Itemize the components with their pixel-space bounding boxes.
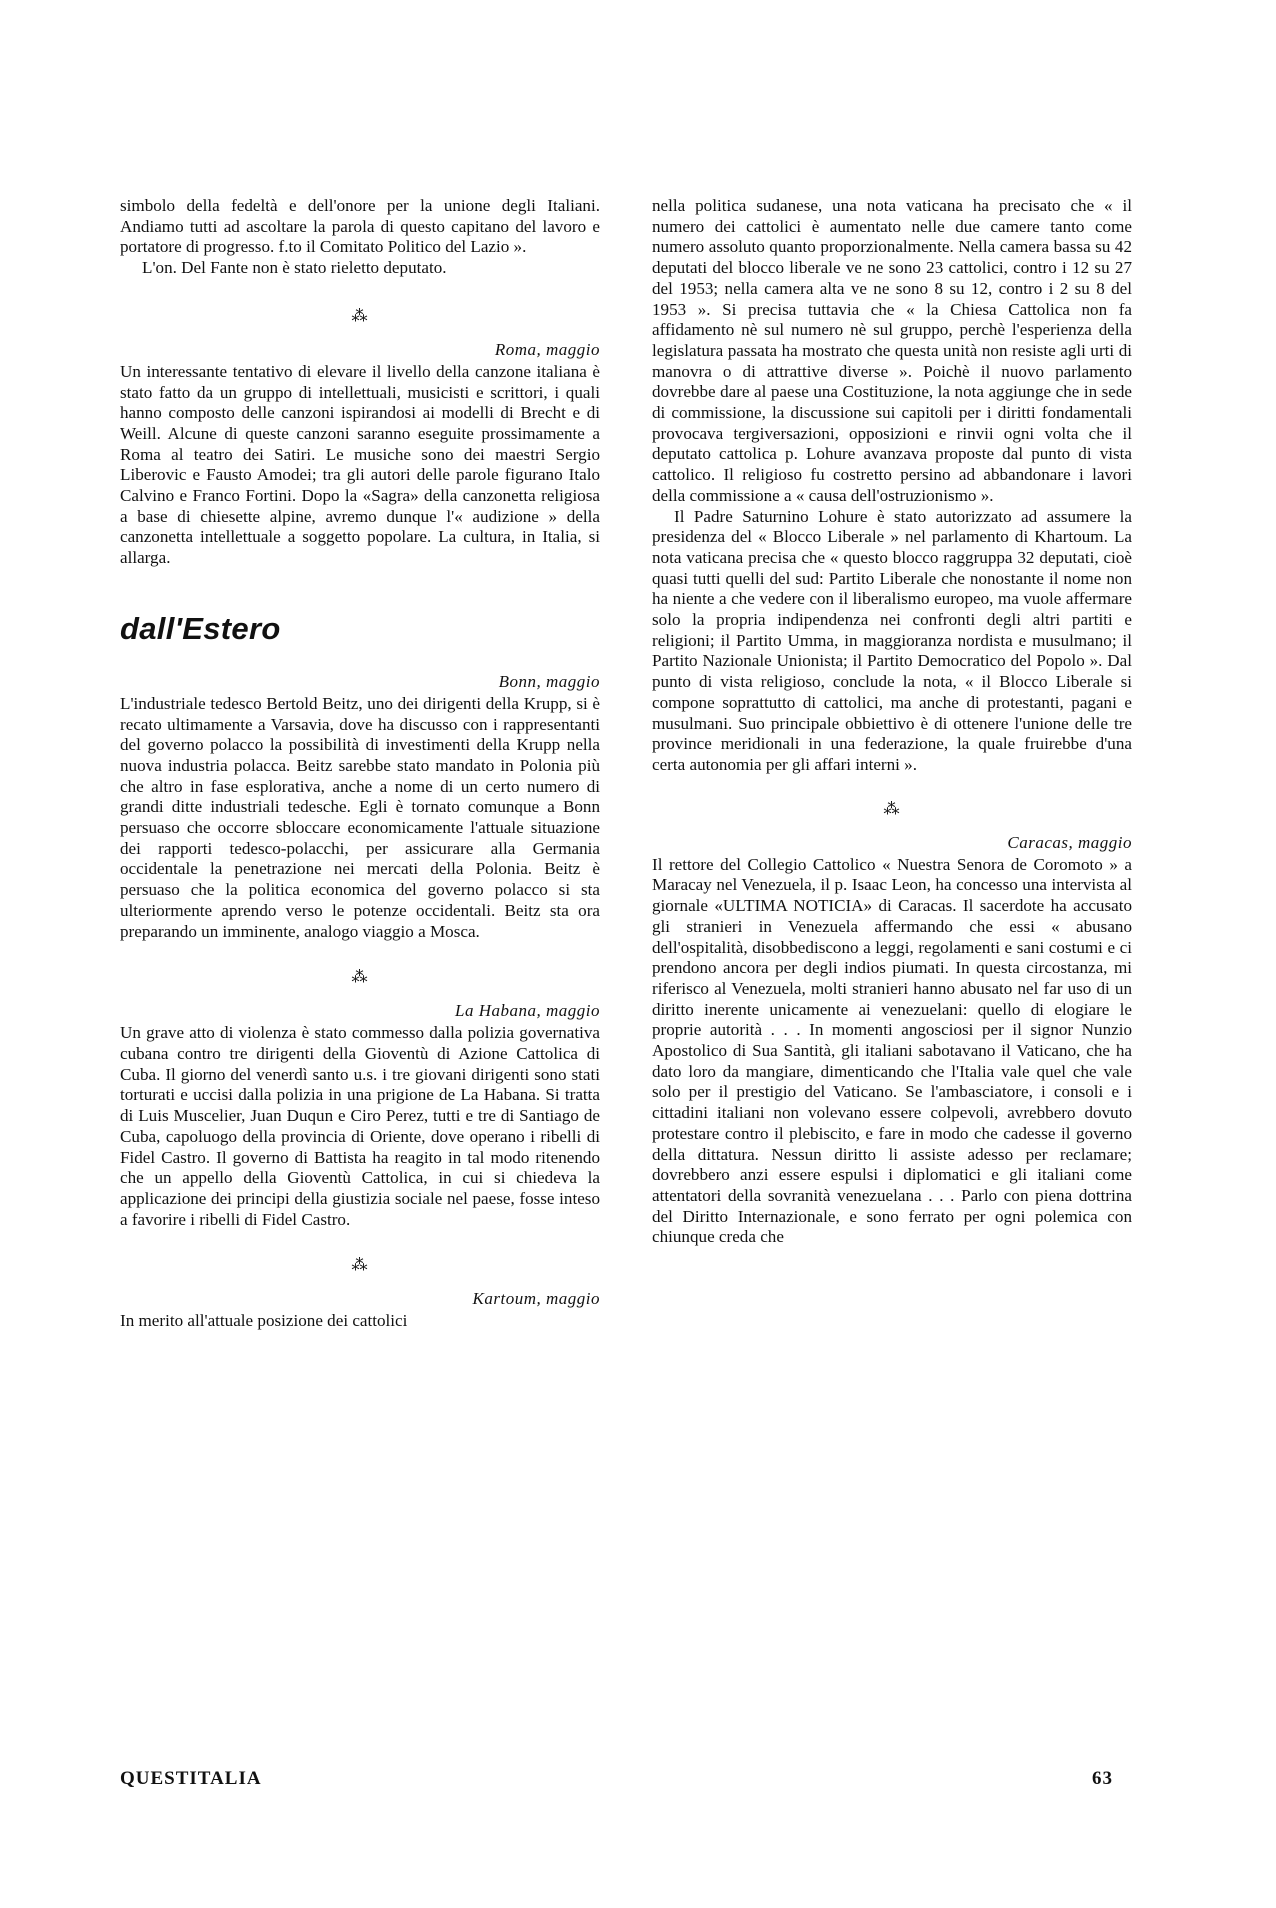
article-paragraph-bonn: L'industriale tedesco Bertold Beitz, uno dei dirigenti della Krupp, si è recato ultimamente a Varsavia, dove ha discusso con i rappresentanti del governo polacco la possibilità di investimenti della Krupp nella nuova industria polacca. Beitz sarebbe stato mandato in Polonia più che altro in fase esplorativa, anche a nome di un certo numero di grandi ditte industriali tedesche. Egli è tornato comunque a Bonn persuaso che occorre sbloccare economicamente l'attuale situazione dei rapporti tedesco-polacchi, per assicurare alla Germania occidentale la penetrazione nei mercati della Polonia. Beitz è persuaso che la politica economica del governo polacco si sta ulteriormente aprendo verso le potenze occidentali. Beitz sta ora preparando un imminente, analogo viaggio a Mosca. bbox=[120, 693, 600, 941]
article-paragraph: simbolo della fedeltà e dell'onore per la unione degli Italiani. Andiamo tutti ad ascoltare la parola di questo capitano del lavoro e portatore di progresso. f.to il Comitato Politico del Lazio ». bbox=[120, 196, 600, 257]
section-ornament: ⁂ bbox=[351, 969, 369, 987]
dateline-bonn: Bonn, maggio bbox=[498, 671, 600, 691]
article-paragraph: L'on. Del Fante non è stato rieletto deputato. bbox=[142, 258, 447, 278]
left-column bbox=[120, 196, 600, 1332]
section-ornament: ⁂ bbox=[351, 1257, 369, 1275]
article-paragraph-roma: Un interessante tentativo di elevare il livello della canzone italiana è stato fatto da un gruppo di intellettuali, musicisti e scrittori, i quali hanno composto delle canzoni ispirandosi ai modelli di Brecht e di Weill. Alcune di queste canzoni saranno eseguite prossimamente a Roma al teatro dei Satiri. Le musiche sono dei maestri Sergio Liberovic e Fausto Amodei; tra gli autori delle parole figurano Italo Calvino e Franco Fortini. Dopo la «Sagra» della canzonetta religiosa a base di chiesette alpine, avremo dunque l'« audizione » della canzonetta intellettuale a soggetto popolare. La cultura, in Italia, si allarga. bbox=[120, 361, 600, 568]
article-paragraph-lohure: Il Padre Saturnino Lohure è stato autorizzato ad assumere la presidenza del « Blocco Liberale » nel parlamento di Khartoum. La nota vaticana precisa che « questo blocco raggruppa 32 deputati, cioè quasi tutti quelli del sud: Partito Liberale che nonostante il nome non ha niente a che vedere con il liberalismo europeo, ma vuole affermare solo la propria indipendenza nei confronti degli altri partiti e religioni; il Partito Umma, in maggioranza nordista e musulmano; il Partito Nazionale Unionista; il Partito Democratico del Popolo ». Dal punto di vista religioso, conclude la nota, « il Blocco Liberale si compone soprattutto di cattolici, ma anche di protestanti, pagani e musulmani. Suo principale obbiettivo è di ottenere l'unione delle tre province meridionali in una federazione, la quale fruirebbe d'una certa autonomia per gli affari interni ». bbox=[652, 506, 1132, 774]
section-ornament: ⁂ bbox=[351, 307, 369, 325]
article-paragraph-kartoum: In merito all'attuale posizione dei cattolici bbox=[120, 1311, 408, 1331]
article-paragraph-kartoum-cont: nella politica sudanese, una nota vaticana ha precisato che « il numero dei cattolici è aumentato nelle due camere tanto come numero assoluto quanto proporzionalmente. Nella camera bassa su 42 deputati del blocco liberale ve ne sono 23 cattolici, contro i 12 su 27 del 1953; nella camera alta ve ne sono 8 su 12, contro i 2 su 8 del 1953 ». Si precisa tuttavia che « la Chiesa Cattolica non fa affidamento nè sul numero nè sul gruppo, perchè l'esperienza della legislatura passata ha mostrato che questa unità non resiste agli urti di manovra o di attrattive diverse ». Poichè il nuovo parlamento dovrebbe dare al paese una Costituzione, la nota aggiunge che in sede di commissione, la discussione sui capitoli per i diritti fondamentali provocava tergiversazioni, opposizioni e rinvii ogni volta che il deputato cattolica p. Lohure avanzava proposte dal punto di vista cattolico. Il religioso fu costretto persino ad abbandonare i lavori della commissione a « causa dell'ostruzionismo ». bbox=[652, 196, 1132, 505]
page-number: 63 bbox=[1092, 1768, 1113, 1789]
article-paragraph-habana: Un grave atto di violenza è stato commesso dalla polizia governativa cubana contro tre dirigenti della Gioventù di Azione Cattolica di Cuba. Il giorno del venerdì santo u.s. i tre giovani dirigenti sono stati torturati e uccisi dalla polizia in una prigione de La Habana. Si tratta di Luis Muscelier, Juan Duqun e Ciro Perez, tutti e tre di Santiago de Cuba, capoluogo della provincia di Oriente, dove operano i ribelli di Fidel Castro. Il governo di Battista ha reagito in tal modo ritenendo che un appello della Gioventù Cattolica, in cui si chiedeva la applicazione dei principi della giustizia sociale nel paese, fosse inteso a favorire i ribelli di Fidel Castro. bbox=[120, 1023, 600, 1229]
right-column bbox=[652, 196, 1132, 1248]
article-paragraph-caracas: Il rettore del Collegio Cattolico « Nuestra Senora de Coromoto » a Maracay nel Venezuela, il p. Isaac Leon, ha concesso una intervista al giornale «ULTIMA NOTICIA» di Caracas. Il sacerdote ha accusato gli stranieri in Venezuela affermando che essi « abusano dell'ospitalità, disobbediscono a leggi, regolamenti e sani costumi e ci prendono ancora per degli indios piumati. In questa circostanza, mi riferisco al Venezuela, molti stranieri hanno abusato nel far uso di un diritto inerente unicamente ai venezuelani: quello di elogiare le proprie autorità . . . In momenti angosciosi per il signor Nunzio Apostolico di Sua Santità, gli italiani sabotavano il Vaticano, che ha dato loro da mangiare, dimenticando che l'Italia vale quel che vale solo per il prestigio del Vaticano. Se l'ambasciatore, i consoli e i cittadini italiani non volevano essere colpevoli, avrebbero dovuto protestare contro il plebiscito, e fare in modo che cadesse il governo della dittatura. Nessun diritto li assiste adesso per reclamare; dovrebbero anzi essere espulsi i diplomatici e gli italiani come attentatori della sovranità venezuelana . . . Parlo con piena dottrina del Diritto Internazionale, e sono ferrato per ogni polemica con chiunque creda che bbox=[652, 854, 1132, 1247]
magazine-name: QUESTITALIA bbox=[120, 1768, 262, 1789]
section-ornament: ⁂ bbox=[883, 800, 901, 818]
section-title: dall'Estero bbox=[120, 610, 281, 646]
dateline-kartoum: Kartoum, maggio bbox=[472, 1289, 600, 1309]
dateline-habana: La Habana, maggio bbox=[455, 1001, 600, 1021]
dateline-caracas: Caracas, maggio bbox=[1007, 832, 1132, 852]
dateline-roma: Roma, maggio bbox=[494, 339, 600, 359]
